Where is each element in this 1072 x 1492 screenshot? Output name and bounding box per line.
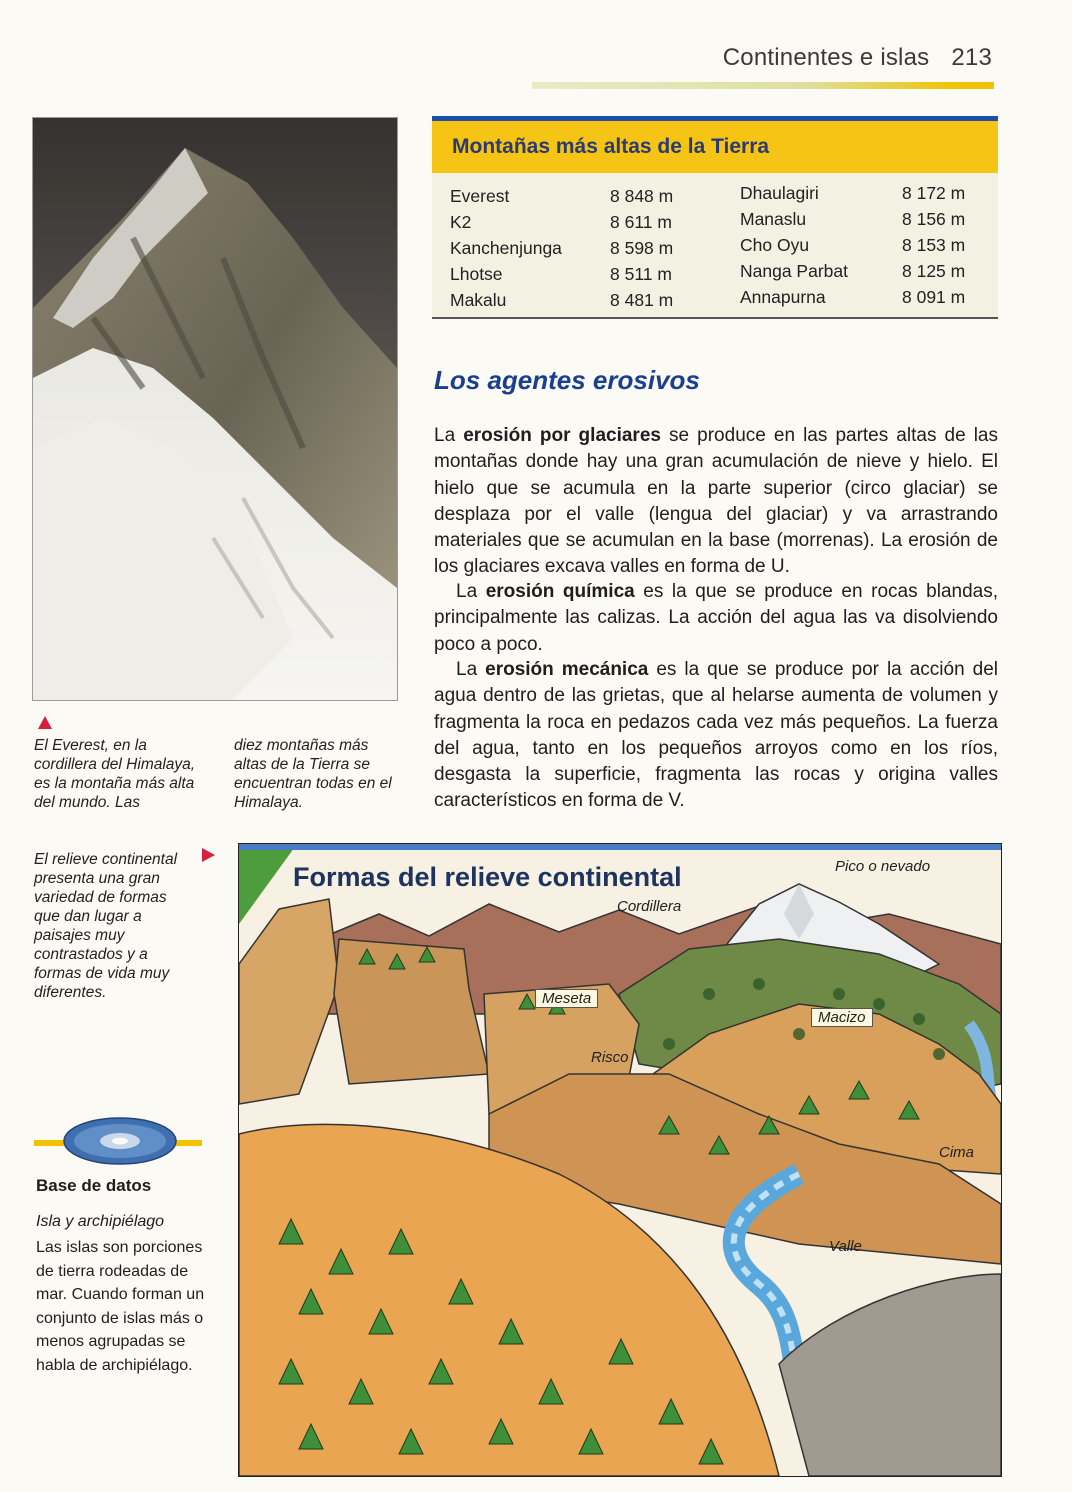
sidebar-subtitle: Isla y archipiélago (36, 1213, 165, 1230)
section-name: Continentes e islas (722, 44, 930, 71)
caption-marker-right (202, 848, 215, 862)
header-rule (532, 82, 994, 89)
table-cell-height: 8 511 m (610, 264, 672, 284)
paragraph-quimica (434, 579, 998, 658)
paragraph-lead: La (434, 425, 464, 446)
paragraph-term: erosión química (485, 581, 635, 602)
running-header (723, 44, 992, 72)
label-risco: Risco (591, 1049, 629, 1066)
illustration-title: Formas del relieve continental (293, 862, 682, 892)
table-cell-name: Dhaulagiri (740, 183, 819, 203)
label-pico: Pico o nevado (835, 858, 931, 875)
table-cell-name: Nanga Parbat (740, 261, 848, 281)
table-cell-height: 8 091 m (902, 287, 966, 307)
paragraph-text: se produce en las partes altas de las montañas donde hay una gran acumulación de nieve y hielo. El hielo que se acumula en la parte superior (circo glaciar) se desplaza por el valle (lengua del glaciar) y va arrastrando materiales que se acumulan en la base (morrenas). La erosión de los glaciares excava valles en forma de U. (434, 425, 998, 578)
label-cordillera: Cordillera (617, 898, 682, 915)
photo-caption-col2: diez montañas más altas de la Tierra se encuentran todas en el Himalaya. (234, 737, 392, 811)
paragraph-term: erosión por glaciares (463, 425, 661, 446)
cd-icon (62, 1116, 178, 1171)
table-title: Montañas más altas de la Tierra (452, 135, 770, 158)
paragraph-text: es la que se produce por la acción del agua dentro de las grietas, que al helarse aumenta de volumen y fragmenta la roca en pedazos cada vez más pequeños. La fuerza del agua, tanto en los pequeños arroyos como en los ríos, desgasta la superficie, fragmenta las rocas y origina valles característicos en forma de V. (434, 659, 998, 812)
mountains-table (432, 116, 998, 319)
label-macizo: Macizo (811, 1008, 873, 1027)
paragraph-glaciares (434, 423, 998, 581)
caption-marker-up (38, 716, 52, 729)
table-header (432, 121, 998, 173)
table-cell-height: 8 153 m (902, 235, 966, 255)
paragraph-lead: La (456, 581, 486, 602)
photo-caption-col1: El Everest, en la cordillera del Himalaya, es la montaña más alta del mundo. Las (34, 737, 196, 811)
everest-photo (32, 117, 398, 701)
paragraph-lead: La (456, 659, 486, 680)
paragraph-term: erosión mecánica (485, 659, 649, 680)
sidebar-title: Base de datos (36, 1176, 152, 1195)
table-cell-height: 8 481 m (610, 290, 674, 310)
paragraph-text: es la que se produce en rocas blandas, principalmente las calizas. La acción del agua las va disolviendo poco a poco. (434, 581, 999, 655)
paragraph-mecanica (434, 657, 998, 815)
label-meseta: Meseta (535, 989, 598, 1008)
table-cell-name: Lhotse (450, 264, 503, 284)
label-valle: Valle (829, 1238, 862, 1255)
label-cima: Cima (939, 1144, 975, 1161)
table-cell-height: 8 848 m (610, 186, 674, 206)
table-cell-height: 8 172 m (902, 183, 966, 203)
section-title: Los agentes erosivos (434, 365, 700, 395)
table-cell-height: 8 125 m (902, 261, 966, 281)
table-cell-name: Kanchenjunga (450, 238, 562, 258)
table-cell-height: 8 156 m (902, 209, 966, 229)
relief-illustration (238, 843, 1002, 1477)
table-cell-name: Cho Oyu (740, 235, 810, 255)
table-cell-height: 8 598 m (610, 238, 674, 258)
page-number: 213 (951, 44, 992, 71)
table-cell-name: Makalu (450, 290, 507, 310)
table-cell-name: K2 (450, 212, 472, 232)
table-cell-name: Manaslu (740, 209, 807, 229)
table-cell-height: 8 611 m (610, 212, 672, 232)
illustration-top-bar (239, 844, 1001, 850)
sidebar-body: Las islas son porciones de tierra rodeadas de mar. Cuando forman un conjunto de islas más o menos agrupadas se habla de archipiélago. (36, 1239, 205, 1374)
table-cell-name: Annapurna (740, 287, 826, 307)
table-cell-name: Everest (450, 186, 510, 206)
illustration-caption: El relieve continental presenta una gran variedad de formas que dan lugar a paisajes muy contrastados y a formas de vida muy diferentes. (34, 851, 178, 1001)
